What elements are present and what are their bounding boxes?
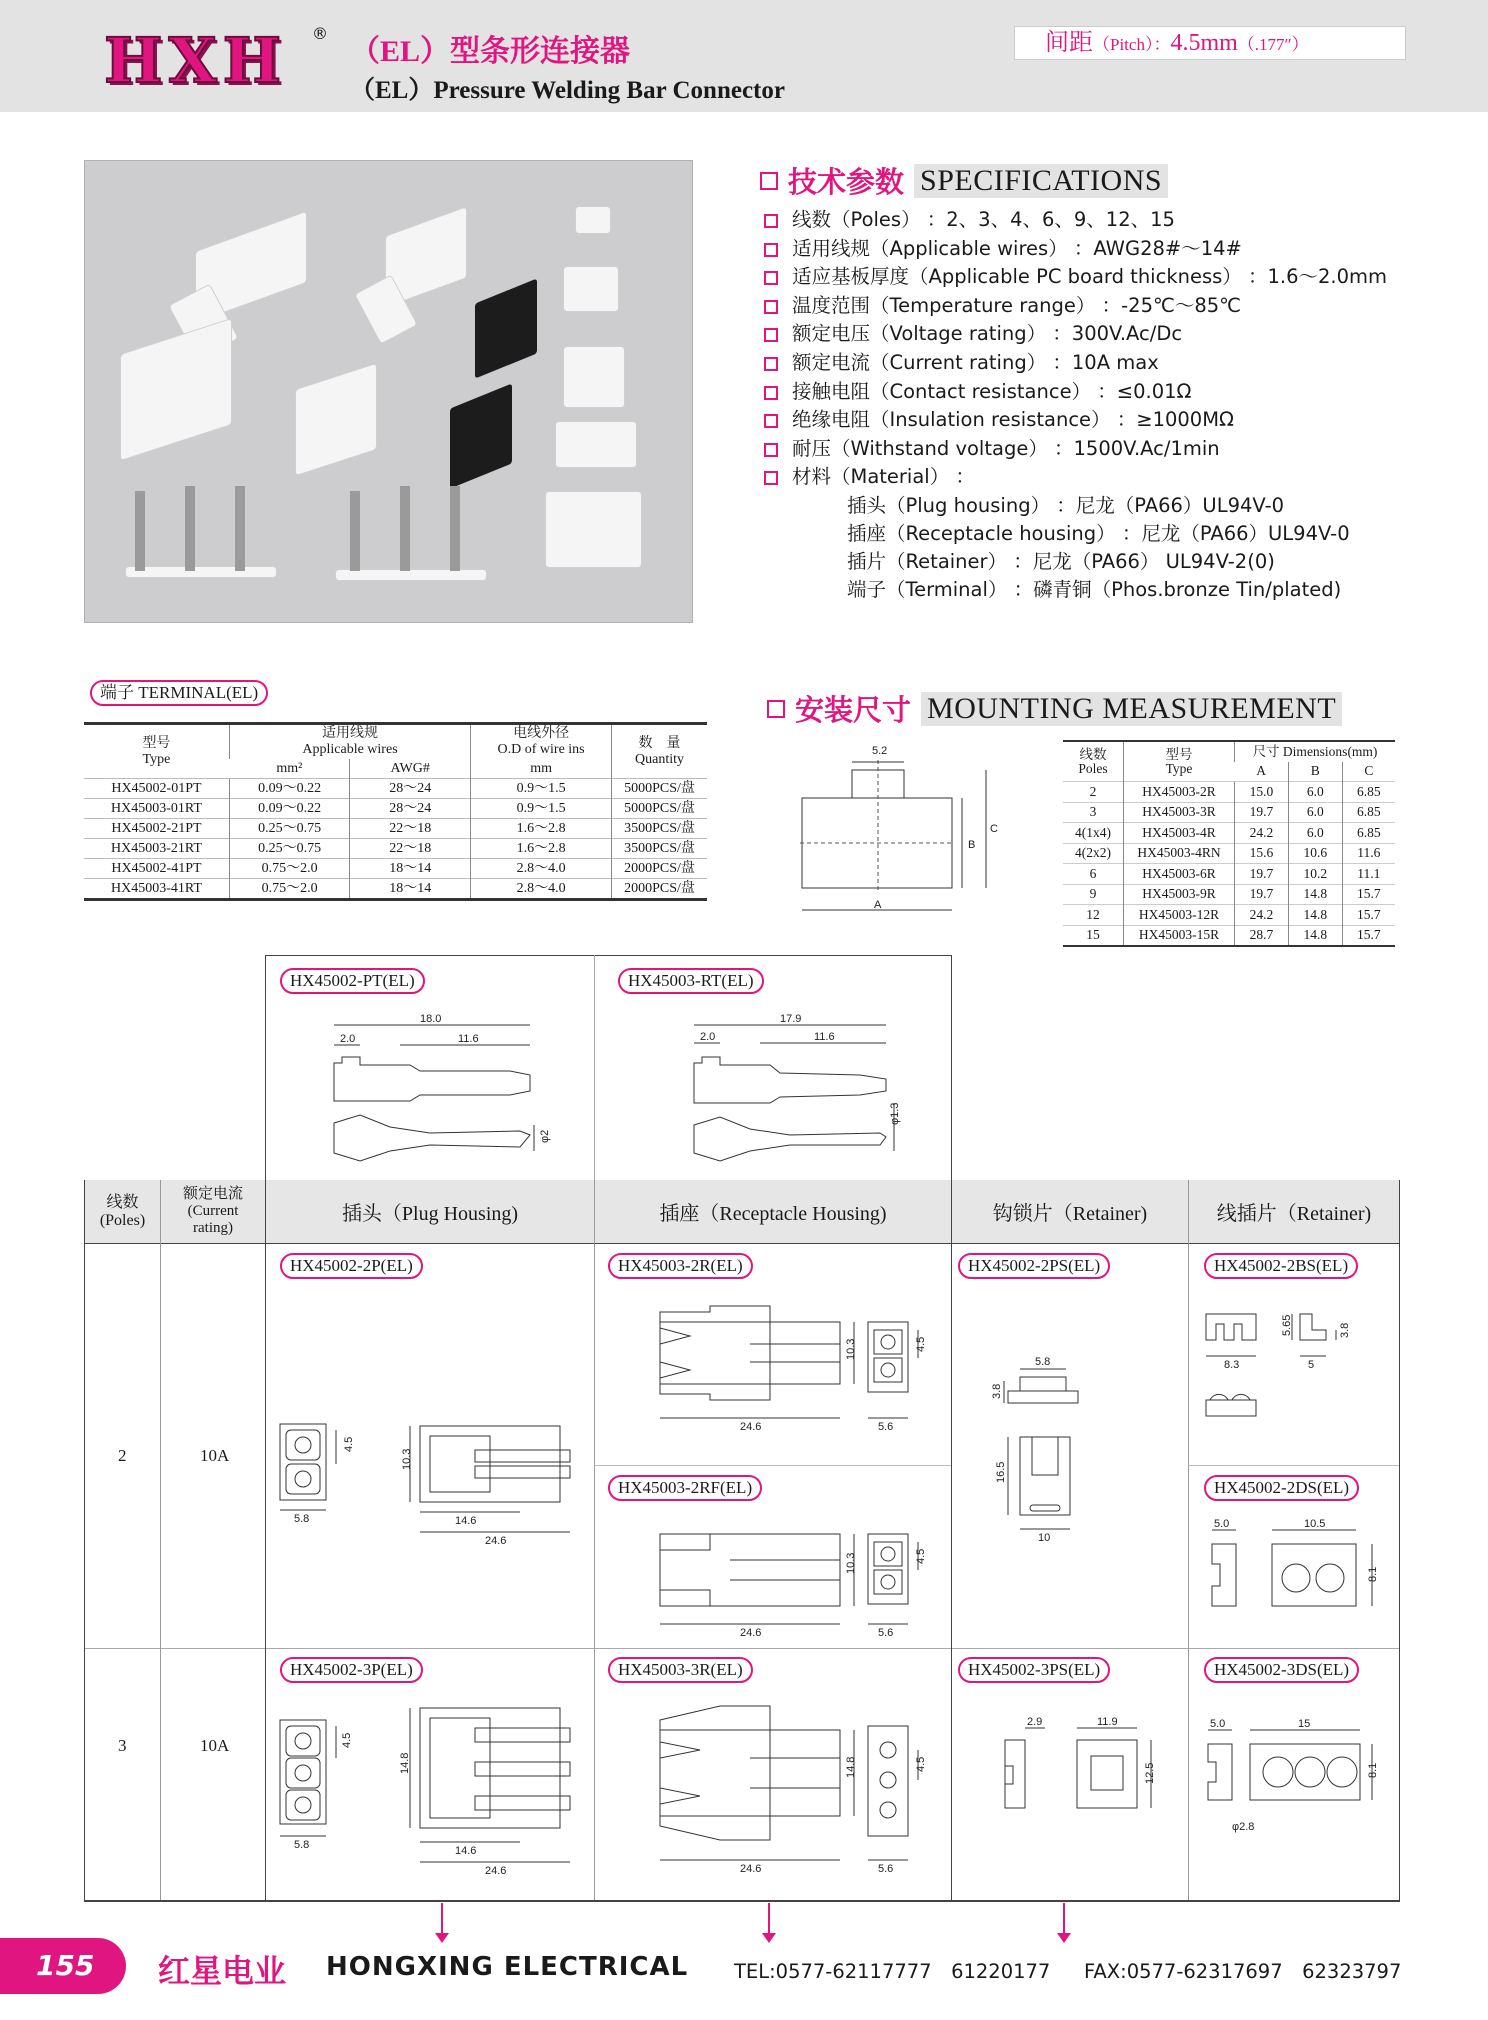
mounting-cell: 14.8 [1288,925,1342,946]
specifications-heading-en: SPECIFICATIONS [914,164,1168,198]
r2-label: HX45003-2R(EL) [608,1253,753,1279]
mounting-cell: 19.7 [1235,864,1289,885]
terminal-cell: HX45003-21RT [84,839,229,859]
terminal-table [84,722,707,901]
dim-top: 5.2 [872,745,888,757]
wire-retainer-1-image [575,206,611,234]
wire-retainer-2-image [563,266,619,312]
p2-label: HX45002-2P(EL) [280,1253,423,1279]
mounting-heading-en: MOUNTING MEASUREMENT [921,692,1342,726]
dim-c: C [990,823,998,835]
terminal-cell: 0.75～2.0 [229,859,349,879]
mounting-cell: 24.2 [1235,823,1289,844]
mounting-cell: 15.7 [1342,905,1395,926]
terminal-cell: 5000PCS/盘 [612,799,707,819]
terminal-pin-image [135,491,145,571]
svg-text:5.65: 5.65 [1281,1314,1293,1336]
svg-text:8.1: 8.1 [1367,1762,1379,1778]
mounting-cell: 11.1 [1342,864,1395,885]
row-3-current: 10A [200,1736,230,1755]
terminal-cell: 0.25～0.75 [229,839,349,859]
col-retainer-wire-header: 线插片（Retainer) [1189,1180,1399,1243]
bullet-square-icon [764,243,778,257]
mounting-cell: 6.85 [1342,823,1395,844]
svg-text:5.0: 5.0 [1210,1718,1226,1730]
terminal-cell: 28～24 [350,779,471,799]
mounting-cell: 28.7 [1235,925,1289,946]
mth-poles: 线数 Poles [1078,746,1108,776]
wire-retainer-3-image [563,346,625,408]
retainer-2bs-drawing [1200,1300,1395,1440]
svg-text:24.6: 24.6 [740,1863,762,1875]
bullet-square-icon [764,357,778,371]
plug-2-image [295,363,377,477]
svg-text:2.0: 2.0 [340,1033,356,1045]
r3-label: HX45003-3R(EL) [608,1657,753,1683]
svg-text:10.3: 10.3 [401,1448,413,1470]
mounting-cell: 6.0 [1288,802,1342,823]
receptacle-3r-drawing [600,1700,940,1880]
svg-text:14.8: 14.8 [399,1752,411,1774]
terminal-cell: 18～14 [350,879,471,900]
registered-mark: ® [312,24,328,43]
terminal-cell: HX45002-21PT [84,819,229,839]
svg-text:10: 10 [1038,1532,1051,1544]
telephone: TEL:0577-62117777 61220177 [734,1960,1051,1983]
mounting-cell: 15.6 [1235,843,1289,864]
bullet-square-icon [764,471,778,485]
specifications-heading-cn: 技术参数 [788,165,905,199]
th-type: 型号 Type [142,735,171,767]
svg-text:11.6: 11.6 [814,1031,835,1043]
terminal-pin-image [400,486,410,571]
dim-b: B [968,839,976,851]
terminal-row [84,819,707,839]
svg-text:14.8: 14.8 [845,1756,857,1778]
material-row: 插头（Plug housing） ：尼龙（PA66）UL94V-0 [847,493,1285,517]
plug-3-image [120,318,232,461]
page-number: 155 [0,1938,126,1994]
pitch-value: 4.5mm [1170,30,1238,56]
arrow-down-icon [441,1903,443,1937]
row-3-poles: 3 [118,1736,127,1755]
svg-text:17.9: 17.9 [780,1013,802,1025]
svg-text:5.8: 5.8 [1035,1356,1051,1368]
svg-text:2.0: 2.0 [700,1031,716,1043]
grid-line [1399,1180,1400,1900]
terminal-pin-image [235,486,245,571]
mounting-heading [767,688,1342,729]
svg-text:4.5: 4.5 [343,1436,355,1452]
mounting-cell: HX45003-4R [1124,823,1235,844]
mounting-cell: HX45003-3R [1124,802,1235,823]
mounting-cell: 15.7 [1342,884,1395,905]
receptacle-2rf-drawing [600,1520,940,1650]
fax: FAX:0577-62317697 62323797 [1084,1960,1402,1983]
svg-text:14.6: 14.6 [455,1515,477,1527]
terminal-cell: 22～18 [350,819,471,839]
svg-text:16.5: 16.5 [995,1461,1007,1483]
bullet-square-icon [764,328,778,342]
svg-text:5: 5 [1308,1359,1315,1371]
dim-a: A [874,899,882,911]
ds2-label: HX45002-2DS(EL) [1204,1475,1359,1501]
terminal-cell: 1.6～2.8 [471,839,612,859]
terminal-pin-image [350,491,360,571]
grid-line [951,1180,952,1900]
pitch-cn: 间距 [1045,30,1093,56]
mounting-cell: 6.0 [1288,823,1342,844]
pitch-inch: （.177″） [1237,35,1309,54]
terminal-cell: 0.09～0.22 [229,779,349,799]
mounting-cell: 19.7 [1235,884,1289,905]
specifications-list [762,206,1462,604]
material-row: 插片（Retainer） ：尼龙（PA66） UL94V-2(0) [847,549,1275,573]
wire-retainer-5-image [545,491,642,568]
terminal-cell: 0.25～0.75 [229,819,349,839]
svg-text:3.8: 3.8 [1339,1322,1351,1338]
mounting-table [1063,740,1395,947]
svg-text:φ2.8: φ2.8 [1232,1821,1255,1833]
product-photo [84,160,693,623]
svg-text:5.8: 5.8 [294,1839,310,1851]
terminal-cell: 1.6～2.8 [471,819,612,839]
rf2-label: HX45003-2RF(EL) [608,1475,762,1501]
terminal-cell: 3500PCS/盘 [612,839,707,859]
grid-line [594,955,595,1180]
wire-retainer-4-image [555,421,637,468]
mounting-cell: 14.8 [1288,905,1342,926]
terminal-cell: 0.9～1.5 [471,799,612,819]
retainer-2ds-drawing [1200,1518,1395,1632]
mounting-cell: 19.7 [1235,802,1289,823]
terminal-cell: HX45003-41RT [84,879,229,900]
plug-3p-drawing [270,1700,590,1880]
mounting-cell: 9 [1063,884,1124,905]
spec-row: 绝缘电阻（Insulation resistance） ：≥1000MΩ [762,406,1462,435]
th-mm2: mm² [276,760,303,776]
bullet-square-icon [764,414,778,428]
svg-text:10.3: 10.3 [845,1338,857,1360]
svg-text:14.6: 14.6 [455,1845,477,1857]
grid-line [265,1180,266,1900]
mounting-cell: 6.85 [1342,802,1395,823]
grid-line [84,1180,85,1900]
grid-line [84,1243,1400,1244]
svg-text:4.5: 4.5 [341,1732,353,1748]
grid-line [84,1900,1400,1902]
col-poles-header: 线数 (Poles) [85,1180,160,1243]
arrow-down-icon [1063,1903,1065,1937]
svg-text:10.5: 10.5 [1304,1518,1326,1530]
terminal-cell: 5000PCS/盘 [612,779,707,799]
terminal-pt-drawing [320,1015,560,1165]
company-name-en: HONGXING ELECTRICAL [326,1952,689,1982]
arrow-down-icon [768,1903,770,1937]
svg-text:8.1: 8.1 [1367,1566,1379,1582]
spec-row: 适用线规（Applicable wires） ：AWG28#～14# [762,235,1462,264]
mounting-cell: 2 [1063,782,1124,803]
terminal-strip-1-image [125,566,277,578]
terminal-cell: 28～24 [350,799,471,819]
pitch-label: （Pitch）： [1093,35,1171,54]
mounting-cell: 15 [1063,925,1124,946]
material-row: 插座（Receptacle housing） ：尼龙（PA66）UL94V-0 [847,521,1350,545]
retainer-2ps-drawing [990,1345,1140,1575]
svg-text:24.6: 24.6 [485,1535,507,1547]
spec-row: 额定电压（Voltage rating） ：300V.Ac/Dc [762,320,1462,349]
bs2-label: HX45002-2BS(EL) [1204,1253,1358,1279]
mounting-cell: 10.2 [1288,864,1342,885]
mounting-heading-cn: 安装尺寸 [795,693,912,727]
plug-2p-drawing [270,1420,590,1547]
mth-c: C [1342,762,1395,782]
mounting-row [1063,823,1395,844]
svg-text:12.5: 12.5 [1144,1762,1156,1784]
terminal-rt-drawing [680,1015,920,1165]
receptacle-2r-drawing [600,1300,940,1440]
terminal-cell: 0.75～2.0 [229,879,349,900]
terminal-cell: 18～14 [350,859,471,879]
terminal-row [84,779,707,799]
spec-row: 适应基板厚度（Applicable PC board thickness） ：1.6～2.0mm [762,263,1462,292]
mounting-cell: 15.7 [1342,925,1395,946]
terminal-pin-image [450,486,460,571]
svg-text:10.3: 10.3 [845,1552,857,1574]
svg-text:4.5: 4.5 [915,1336,927,1352]
svg-text:φ2: φ2 [539,1129,551,1143]
mounting-cell: 10.6 [1288,843,1342,864]
terminal-cell: 22～18 [350,839,471,859]
col-current-header: 额定电流 (Current rating) [161,1180,265,1243]
bullet-square-icon [767,700,785,718]
mounting-cell: 4(1x4) [1063,823,1124,844]
spec-row: 线数（Poles） ：2、3、4、6、9、12、15 [762,206,1462,235]
spec-row: 温度范围（Temperature range） ：-25℃～85℃ [762,292,1462,321]
grid-line [265,955,266,1180]
th-wires: 适用线规 Applicable wires [229,724,470,760]
mounting-row [1063,884,1395,905]
mounting-cell: 6.85 [1342,782,1395,803]
svg-text:24.6: 24.6 [740,1627,762,1639]
terminal-cell: HX45002-41PT [84,859,229,879]
bullet-square-icon [760,172,778,190]
svg-text:5.6: 5.6 [878,1627,894,1639]
terminal-cell: 2.8～4.0 [471,859,612,879]
mounting-cell: HX45003-12R [1124,905,1235,926]
grid-line [951,955,952,1180]
rt-label: HX45003-RT(EL) [618,968,764,994]
grid-line [265,955,952,956]
terminal-pin-image [185,486,195,571]
bullet-square-icon [764,443,778,457]
svg-text:24.6: 24.6 [740,1421,762,1433]
mounting-row [1063,802,1395,823]
bullet-square-icon [764,271,778,285]
grid-line [1188,1180,1189,1900]
mounting-cell: HX45003-2R [1124,782,1235,803]
terminal-cell: 2000PCS/盘 [612,879,707,900]
svg-text:4.5: 4.5 [915,1548,927,1564]
th-od: 电线外径 O.D of wire ins [471,724,612,760]
terminal-label: 端子 TERMINAL(EL) [90,680,268,706]
svg-text:5.6: 5.6 [878,1421,894,1433]
terminal-row [84,799,707,819]
retainer-3ps-drawing [985,1716,1180,1870]
mounting-cell: HX45003-4RN [1124,843,1235,864]
mounting-cell: HX45003-9R [1124,884,1235,905]
th-qty: 数 量 Quantity [612,724,707,779]
retainer-3ds-drawing [1200,1718,1395,1842]
grid-line [160,1180,161,1900]
mounting-cell: HX45003-6R [1124,864,1235,885]
svg-text:5.8: 5.8 [294,1513,310,1525]
svg-text:3.8: 3.8 [991,1383,1003,1399]
retainer-black-2-image [450,383,512,488]
svg-text:11.6: 11.6 [458,1033,479,1045]
terminal-cell: 3500PCS/盘 [612,819,707,839]
mounting-cell: 24.2 [1235,905,1289,926]
bullet-square-icon [764,386,778,400]
mounting-row [1063,905,1395,926]
title-english: （EL）Pressure Welding Bar Connector [350,77,785,104]
bullet-square-icon [764,214,778,228]
mounting-cell: 6.0 [1288,782,1342,803]
mounting-cell: 12 [1063,905,1124,926]
mth-b: B [1288,762,1342,782]
mounting-row [1063,843,1395,864]
ds3-label: HX45002-3DS(EL) [1204,1657,1359,1683]
svg-text:4.5: 4.5 [915,1756,927,1772]
svg-text:11.9: 11.9 [1097,1716,1118,1728]
terminal-cell: HX45002-01PT [84,779,229,799]
svg-text:8.3: 8.3 [1224,1359,1240,1371]
ps3-label: HX45002-3PS(EL) [958,1657,1110,1683]
specifications-heading [760,160,1168,201]
svg-text:24.6: 24.6 [485,1865,507,1877]
mounting-diagram [790,740,1020,920]
mounting-row [1063,864,1395,885]
mth-a: A [1256,763,1267,779]
company-name-cn: 红星电业 [158,1952,287,1990]
mounting-cell: 4(2x2) [1063,843,1124,864]
mth-type: 型号 Type [1124,741,1235,782]
col-plug-header: 插头（Plug Housing) [266,1180,594,1243]
terminal-cell: HX45003-01RT [84,799,229,819]
svg-text:2.9: 2.9 [1027,1716,1043,1728]
spec-row: 耐压（Withstand voltage） ：1500V.Ac/1min [762,435,1462,464]
mounting-cell: 15.0 [1235,782,1289,803]
grid-line [1188,1465,1399,1466]
pitch-box [1014,26,1406,60]
grid-line [594,1180,595,1900]
col-receptacle-header: 插座（Receptacle Housing) [595,1180,951,1243]
p3-label: HX45002-3P(EL) [280,1657,423,1683]
material-row: 端子（Terminal） ：磷青铜（Phos.bronze Tin/plated) [847,577,1342,601]
mounting-row [1063,925,1395,946]
spec-row: 材料（Material） ： [762,463,1462,492]
svg-text:18.0: 18.0 [420,1013,442,1025]
spec-row: 额定电流（Current rating） ：10A max [762,349,1462,378]
terminal-cell: 0.09～0.22 [229,799,349,819]
terminal-row [84,879,707,900]
svg-text:φ1.3: φ1.3 [889,1102,901,1125]
terminal-row [84,859,707,879]
ps2-label: HX45002-2PS(EL) [958,1253,1110,1279]
svg-text:15: 15 [1298,1718,1311,1730]
pt-label: HX45002-PT(EL) [280,968,425,994]
title-chinese: （EL）型条形连接器 [350,35,631,68]
mounting-cell: 3 [1063,802,1124,823]
mth-dims: 尺寸 Dimensions(mm) [1235,741,1396,762]
terminal-cell: 2.8～4.0 [471,879,612,900]
mounting-cell: 6 [1063,864,1124,885]
terminal-cell: 2000PCS/盘 [612,859,707,879]
mounting-row [1063,782,1395,803]
row-2-poles: 2 [118,1446,127,1465]
col-retainer-hook-header: 钩锁片（Retainer) [952,1180,1188,1243]
mounting-cell: HX45003-15R [1124,925,1235,946]
mounting-cell: 11.6 [1342,843,1395,864]
grid-line [594,1465,951,1466]
spec-row: 接触电阻（Contact resistance） ：≤0.01Ω [762,378,1462,407]
row-2-current: 10A [200,1446,230,1465]
svg-text:5.6: 5.6 [878,1863,894,1875]
svg-text:5.0: 5.0 [1214,1518,1230,1530]
th-od-unit: mm [471,759,612,779]
mounting-cell: 14.8 [1288,884,1342,905]
terminal-cell: 0.9～1.5 [471,779,612,799]
bullet-square-icon [764,300,778,314]
th-awg: AWG# [350,759,471,779]
terminal-row [84,839,707,859]
retainer-black-1-image [475,278,537,378]
brand-logo: HXH [104,24,288,97]
